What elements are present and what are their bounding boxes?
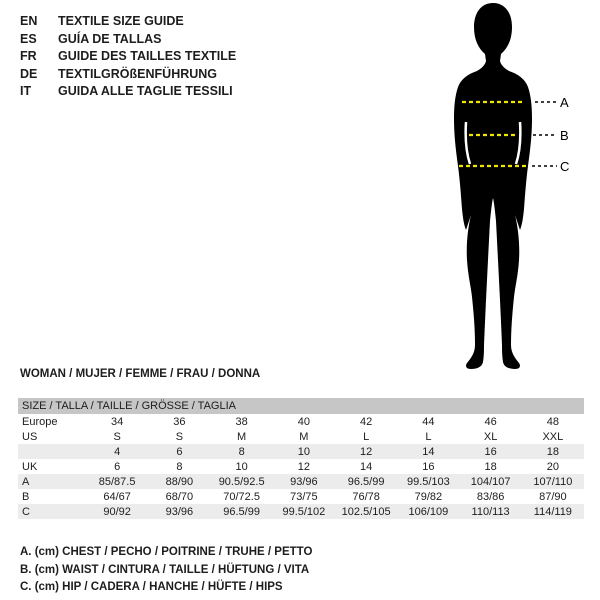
size-cell: 18 (484, 460, 497, 473)
size-table-header: SIZE / TALLA / TAILLE / GRÖSSE / TAGLIA (18, 398, 584, 414)
size-cell: 96.5/99 (223, 505, 260, 518)
size-cell: 12 (360, 445, 373, 458)
size-cell: 42 (360, 415, 373, 428)
size-cell: 107/110 (533, 475, 573, 488)
silhouette-shape (454, 3, 532, 369)
lang-row-es (20, 31, 236, 49)
size-cell: L (363, 430, 370, 443)
table-row (18, 459, 584, 474)
size-cell: 16 (422, 460, 435, 473)
table-row (18, 414, 584, 429)
size-cell: 93/96 (290, 475, 318, 488)
size-cell: 10 (297, 445, 310, 458)
legend-chest: A. (cm) CHEST / PECHO / POITRINE / TRUHE / PETTO (20, 546, 313, 558)
size-cell: 70/72.5 (223, 490, 260, 503)
size-cell: 93/96 (165, 505, 194, 518)
lang-code: FR (20, 49, 37, 63)
size-cell: 10 (235, 460, 248, 473)
size-cell: 46 (484, 415, 497, 428)
size-cell: 6 (114, 460, 121, 473)
table-row (18, 474, 584, 489)
size-cell: 96.5/99 (347, 475, 385, 488)
size-table-body (18, 414, 584, 519)
lang-title: TEXTILE SIZE GUIDE (58, 14, 184, 28)
size-cell: 12 (297, 460, 310, 473)
size-cell: 83/86 (476, 490, 505, 503)
row-label: A (22, 475, 30, 488)
size-cell: 102.5/105 (341, 505, 391, 518)
size-cell: 76/78 (352, 490, 380, 503)
lang-code: IT (20, 84, 32, 98)
size-cell: 14 (422, 445, 435, 458)
lang-title: GUÍA DE TALLAS (58, 31, 162, 46)
lang-row-fr (20, 48, 236, 66)
table-row (18, 429, 584, 444)
size-cell: 88/90 (165, 475, 194, 488)
size-cell: 104/107 (470, 475, 511, 488)
row-label: C (22, 505, 30, 518)
measure-label-b: B (560, 128, 569, 143)
size-table (18, 414, 584, 519)
size-cell: 36 (173, 415, 186, 428)
size-cell: 99.5/103 (406, 475, 450, 488)
lang-title: TEXTILGRÖßENFÜHRUNG (58, 66, 218, 81)
size-cell: 38 (235, 415, 248, 428)
row-label: B (22, 490, 30, 503)
size-cell: XL (483, 430, 498, 443)
legend-waist: B. (cm) WAIST / CINTURA / TAILLE / HÜFTUNG / VITA (20, 563, 310, 576)
size-cell: 79/82 (414, 490, 443, 503)
size-cell: 6 (176, 445, 183, 458)
lang-title: GUIDE DES TAILLES TEXTILE (58, 49, 237, 63)
language-title-block (20, 13, 236, 101)
lang-row-it (20, 83, 236, 101)
lang-code: ES (20, 31, 37, 46)
table-row (18, 504, 584, 519)
size-cell: 87/90 (539, 490, 567, 503)
size-cell: 8 (176, 460, 183, 473)
size-cell: 20 (546, 460, 559, 473)
size-cell: 90.5/92.5 (218, 475, 265, 488)
woman-silhouette-icon (420, 0, 600, 375)
size-cell: 64/67 (103, 490, 131, 503)
lang-title: GUIDA ALLE TAGLIE TESSILI (58, 84, 233, 98)
measurement-legend (20, 544, 312, 597)
size-cell: 68/70 (165, 490, 194, 503)
size-cell: M (237, 430, 247, 443)
size-cell: 4 (114, 445, 121, 458)
size-cell: 90/92 (103, 505, 131, 518)
lang-row-de (20, 66, 236, 84)
size-cell: S (113, 430, 121, 443)
lang-code: EN (20, 14, 38, 28)
row-label (18, 444, 86, 459)
section-title: WOMAN / MUJER / FEMME / FRAU / DONNA (20, 368, 261, 380)
measure-label-c: C (560, 159, 570, 174)
table-row (18, 489, 584, 504)
size-cell: 34 (111, 415, 124, 428)
size-cell: XXL (542, 430, 564, 443)
size-cell: L (425, 430, 432, 443)
size-cell: S (175, 430, 184, 443)
size-cell: 99.5/102 (282, 505, 326, 518)
size-cell: 8 (238, 445, 245, 458)
table-row (18, 444, 584, 459)
size-cell: 106/109 (408, 505, 449, 518)
size-cell: 110/113 (471, 505, 510, 518)
row-label: US (22, 430, 38, 443)
size-cell: 16 (484, 445, 497, 458)
lang-row-en (20, 13, 236, 31)
legend-hip: C. (cm) HIP / CADERA / HANCHE / HÜFTE / HIPS (20, 581, 283, 593)
size-cell: 85/87.5 (98, 475, 136, 488)
body-measurement-figure (420, 0, 600, 375)
size-cell: 40 (297, 415, 310, 428)
size-cell: 14 (360, 460, 373, 473)
size-table-section (18, 398, 584, 519)
row-label: UK (22, 460, 38, 473)
lang-code: DE (20, 66, 38, 81)
size-cell: 18 (546, 445, 559, 458)
size-cell: 73/75 (290, 490, 318, 503)
row-label: Europe (22, 415, 58, 428)
size-cell: 48 (546, 415, 559, 428)
size-cell: 44 (422, 415, 435, 428)
size-cell: 114/119 (533, 505, 572, 518)
measure-label-a: A (560, 95, 569, 110)
size-cell: M (299, 430, 309, 443)
